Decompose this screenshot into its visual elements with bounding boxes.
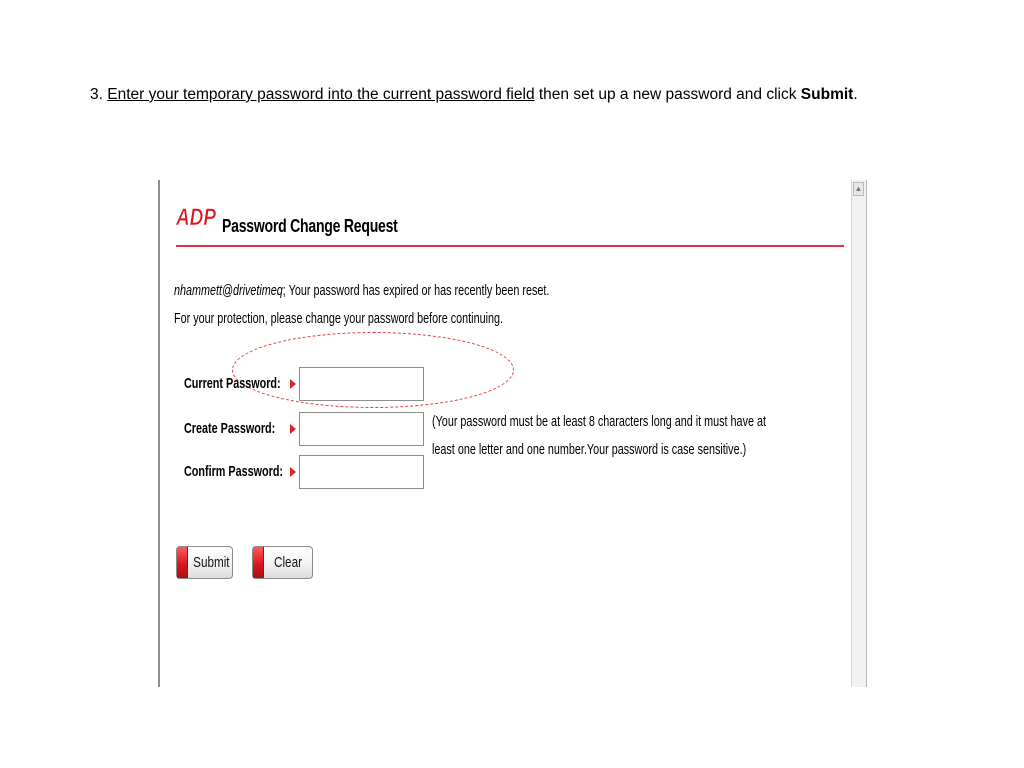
clear-button-label: Clear [274, 554, 302, 571]
confirm-password-input[interactable] [299, 455, 424, 489]
scroll-up-arrow-icon[interactable]: ▲ [853, 182, 864, 196]
logo-text: ADP [175, 204, 217, 231]
current-password-label: Current Password: [184, 375, 281, 392]
create-password-label: Create Password: [184, 420, 276, 437]
protection-message: For your protection, please change your password before continuing. [174, 310, 503, 327]
password-hint-line1: (Your password must be at least 8 characters long and it must have at [432, 413, 766, 430]
instruction-bold: Submit [800, 86, 854, 103]
submit-button-cap [177, 547, 188, 578]
instruction-end: . [853, 86, 858, 103]
submit-button[interactable] [176, 546, 233, 579]
instruction-text [90, 86, 858, 104]
user-id: nhammett@drivetimeq [174, 282, 283, 299]
page-title: Password Change Request [222, 216, 398, 236]
current-arrow-icon [290, 379, 296, 389]
password-hint-line2: least one letter and one number.Your password is case sensitive.) [432, 441, 747, 458]
instruction-step: 3. [90, 86, 103, 103]
adp-logo [176, 193, 216, 237]
clear-button[interactable] [252, 546, 313, 579]
current-password-input[interactable] [299, 367, 424, 401]
create-arrow-icon [290, 424, 296, 434]
submit-button-label: Submit [193, 554, 230, 571]
confirm-arrow-icon [290, 467, 296, 477]
create-password-input[interactable] [299, 412, 424, 446]
screenshot-frame [158, 180, 867, 687]
expired-message-rest: ; Your password has expired or has recently been reset. [282, 282, 550, 299]
vertical-scrollbar[interactable] [851, 180, 866, 687]
clear-button-cap [253, 547, 264, 578]
expired-message [174, 282, 549, 299]
title-divider [176, 245, 844, 247]
instruction-middle: then set up a new password and click [534, 86, 801, 103]
confirm-password-label: Confirm Password: [184, 463, 284, 480]
instruction-underlined: Enter your temporary password into the current password field [107, 86, 535, 103]
